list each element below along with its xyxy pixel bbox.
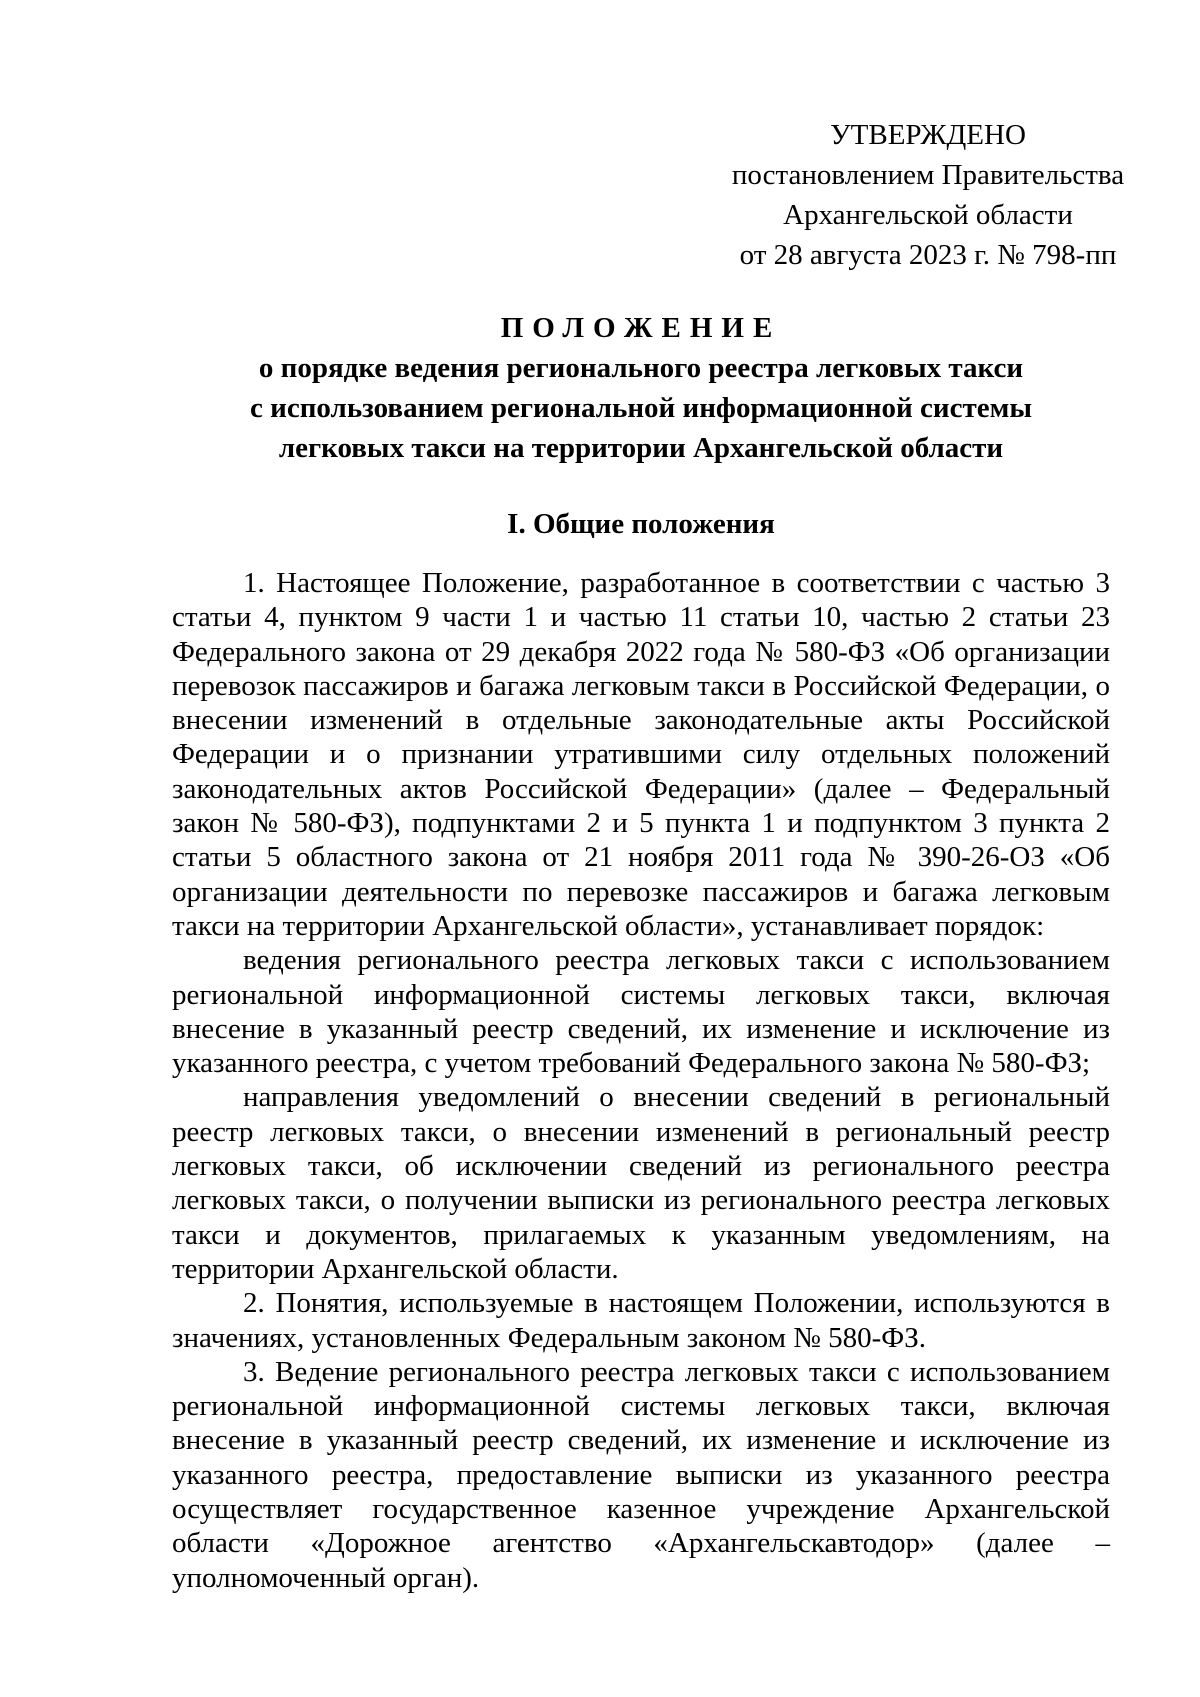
approval-date-number: от 28 августа 2023 г. № 798-пп xyxy=(739,239,1117,271)
document-title-line-2: с использованием региональной информационной системы xyxy=(250,392,1032,424)
document-title-line-1: о порядке ведения регионального реестра легковых такси xyxy=(258,352,1024,384)
section-heading: I. Общие положения xyxy=(507,508,775,540)
paragraph-3: 3. Ведение регионального реестра легковых такси с использованием региональной информационной системы легковых такси, включая внесение в указанный реестр сведений, их изменение и исключение из указанного реестра, предоставление выписки из указанного реестра осуществляет государственное казенное учреждение Архангельской области «Дорожное агентство «Архангельскавтодор» (далее – уполномоченный орган). xyxy=(172,1355,1110,1594)
paragraph-2: 2. Понятия, используемые в настоящем Положении, используются в значениях, установленных Федеральным законом № 580-ФЗ. xyxy=(172,1287,1110,1354)
approval-issuer: постановлением Правительства xyxy=(731,159,1125,191)
document-title-line-3: легковых такси на территории Архангельской области xyxy=(278,432,1004,464)
approval-region: Архангельской области xyxy=(783,199,1073,231)
paragraph-1-item-registry: ведения регионального реестра легковых такси с использованием региональной информационной системы легковых такси, включая внесение в указанный реестр сведений, их изменение и исключение из указанного реестра, с учетом требований Федерального закона № 580-ФЗ; xyxy=(172,944,1110,1080)
paragraph-1: 1. Настоящее Положение, разработанное в соответствии с частью 3 статьи 4, пунктом 9 части 1 и частью 11 статьи 10, частью 2 статьи 23 Федерального закона от 29 декабря 2022 года № 580-ФЗ «Об организации перевозок пассажиров и багажа легковым такси в Российской Федерации, о внесении изменений в отдельные законодательные акты Российской Федерации и о признании утратившими силу отдельных положений законодательных актов Российской Федерации» (далее – Федеральный закон № 580-ФЗ), подпунктами 2 и 5 пункта 1 и подпунктом 3 пункта 2 статьи 5 областного закона от 21 ноября 2011 года № 390-26-ОЗ «Об организации деятельности по перевозке пассажиров и багажа легковым такси на территории Архангельской области», устанавливает порядок: xyxy=(172,567,1110,942)
document-title-heading: ПОЛОЖЕНИЕ xyxy=(500,312,782,344)
approval-stamp xyxy=(730,115,1126,275)
document-title xyxy=(172,308,1110,468)
paragraph-1-item-notifications: направления уведомлений о внесении сведений в региональный реестр легковых такси, о внесении изменений в региональный реестр легковых такси, об исключении сведений из регионального реестра легковых такси, о получении выписки из регионального реестра легковых такси и документов, прилагаемых к указанным уведомлениям, на территории Архангельской области. xyxy=(172,1081,1110,1285)
document-body xyxy=(172,566,1110,1595)
approval-label: УТВЕРЖДЕНО xyxy=(830,119,1026,151)
